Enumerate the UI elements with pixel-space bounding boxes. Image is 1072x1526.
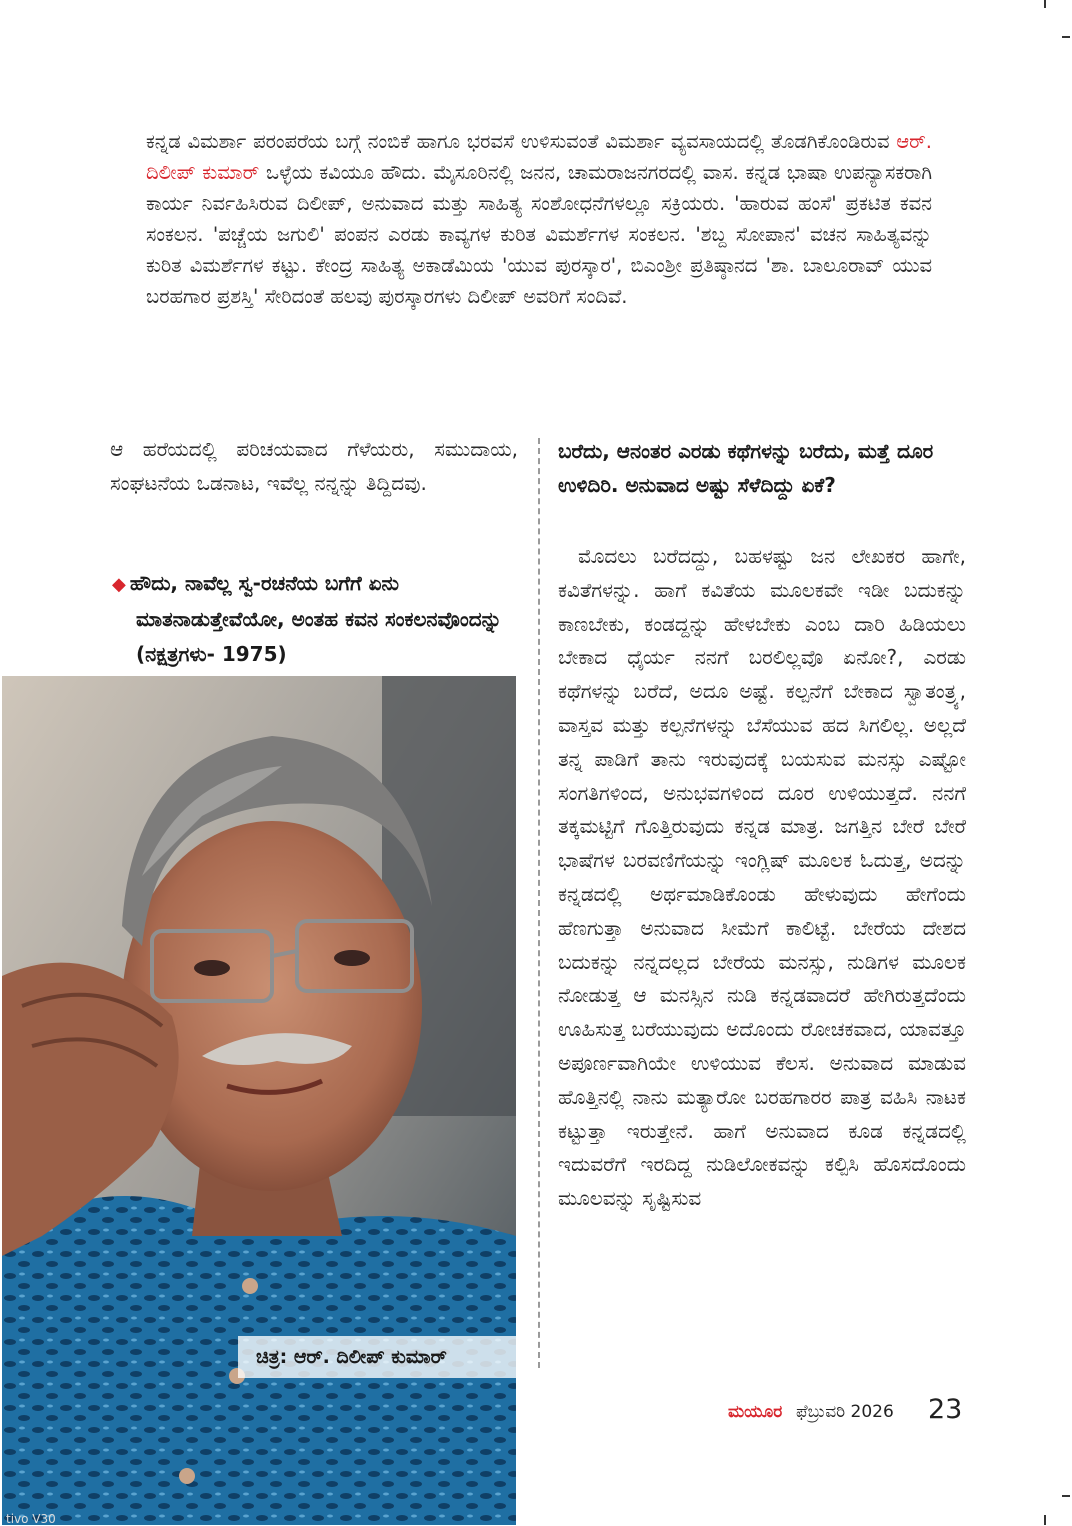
crop-mark-right-bottom xyxy=(1062,1495,1070,1497)
crop-mark-right-top xyxy=(1062,36,1070,38)
crop-mark-bottom xyxy=(1044,1515,1046,1525)
interview-answer: ಮೊದಲು ಬರೆದದ್ದು, ಬಹಳಷ್ಟು ಜನ ಲೇಖಕರ ಹಾಗೇ, ಕವಿತೆಗಳನ್ನು. ಹಾಗೆ ಕವಿತೆಯ ಮೂಲಕವೇ ಇಡೀ ಬದುಕನ್ನು ಕಾಣಬೇಕು, ಕಂಡದ್ದನ್ನು ಹೇಳಬೇಕು ಎಂಬ ದಾರಿ ಹಿಡಿಯಲು ಬೇಕಾದ ಧೈರ್ಯ ನನಗೆ ಬರಲಿಲ್ಲವೊ ಏನೋ?, ಎರಡು ಕಥೆಗಳನ್ನು ಬರೆದೆ, ಅದೂ ಅಷ್ಟೆ. ಕಲ್ಪನೆಗೆ ಬೇಕಾದ ಸ್ವಾತಂತ್ರ್ಯ, ವಾಸ್ತವ ಮತ್ತು ಕಲ್ಪನೆಗಳನ್ನು ಬೆಸೆಯುವ ಹದ ಸಿಗಲಿಲ್ಲ. ಅಲ್ಲದೆ ತನ್ನ ಪಾಡಿಗೆ ತಾನು ಇರುವುದಕ್ಕೆ ಬಯಸುವ ಮನಸ್ಸು ಎಷ್ಟೋ ಸಂಗತಿಗಳಿಂದ, ಅನುಭವಗಳಿಂದ ದೂರ ಉಳಿಯುತ್ತದೆ. ನನಗೆ ತಕ್ಕಮಟ್ಟಿಗೆ ಗೊತ್ತಿರುವುದು ಕನ್ನಡ ಮಾತ್ರ. ಜಗತ್ತಿನ ಬೇರೆ ಬೇರೆ ಭಾಷೆಗಳ ಬರವಣಿಗೆಯನ್ನು ಇಂಗ್ಲಿಷ್ ಮೂಲಕ ಓದುತ್ತ, ಅದನ್ನು ಕನ್ನಡದಲ್ಲಿ ಅರ್ಥಮಾಡಿಕೊಂಡು ಹೇಳುವುದು ಹೇಗೆಂದು ಹೆಣಗುತ್ತಾ ಅನುವಾದ ಸೀಮೆಗೆ ಕಾಲಿಟ್ಟೆ. ಬೇರೆಯ ದೇಶದ ಬದುಕನ್ನು ನನ್ನದಲ್ಲದ ಬೇರೆಯ ಮನಸ್ಸು, ನುಡಿಗಳ ಮೂಲಕ ನೋಡುತ್ತ ಆ ಮನಸ್ಸಿನ ನುಡಿ ಕನ್ನಡವಾದರೆ ಹೇಗಿರುತ್ತದೆಂದು ಊಹಿಸುತ್ತ ಬರೆಯುವುದು ಅದೊಂದು ರೋಚಕವಾದ, ಯಾವತ್ತೂ ಅಪೂರ್ಣವಾಗಿಯೇ ಉಳಿಯುವ ಕೆಲಸ. ಅನುವಾದ ಮಾಡುವ ಹೊತ್ತಿನಲ್ಲಿ ನಾನು ಮತ್ಯಾರೋ ಬರಹಗಾರರ ಪಾತ್ರ ವಹಿಸಿ ನಾಟಕ ಕಟ್ಟುತ್ತಾ ಇರುತ್ತೇನೆ. ಹಾಗೆ ಅನುವಾದ ಕೂಡ ಕನ್ನಡದಲ್ಲಿ ಇದುವರೆಗೆ ಇರದಿದ್ದ ನುಡಿಲೋಕವನ್ನು ಕಲ್ಪಿಸಿ ಹೊಸದೊಂದು ಮೂಲವನ್ನು ಸೃಷ್ಟಿಸುವ xyxy=(558,544,966,1211)
column-divider xyxy=(538,438,540,1368)
diamond-bullet-icon: ◆ xyxy=(112,574,126,595)
device-watermark: tivo V30 xyxy=(6,1512,56,1526)
left-paragraph: ಆ ಹರೆಯದಲ್ಲಿ ಪರಿಚಯವಾದ ಗೆಳೆಯರು, ಸಮುದಾಯ, ಸಂಘಟನೆಯ ಒಡನಾಟ, ಇವೆಲ್ಲ ನನ್ನನ್ನು ತಿದ್ದಿದವು. xyxy=(110,437,518,495)
interview-question-continued: ಬರೆದು, ಆನಂತರ ಎರಡು ಕಥೆಗಳನ್ನು ಬರೆದು, ಮತ್ತೆ ದೂರ ಉಳಿದಿರಿ. ಅನುವಾದ ಅಷ್ಟು ಸೆಳೆದಿದ್ದು ಏಕೆ? xyxy=(558,439,934,497)
question-text-first: ಹೌದು, ನಾವೆಲ್ಲ ಸ್ವ-ರಚನೆಯ ಬಗೆಗೆ ಏನು xyxy=(129,571,399,595)
portrait-illustration xyxy=(2,676,516,1525)
interview-question xyxy=(112,566,507,672)
page-footer xyxy=(728,1392,968,1432)
magazine-logo: ಮಯೂರ xyxy=(728,1402,783,1422)
photo-credit: ಚಿತ್ರ: ಆರ್. ದಿಲೀಪ್ ಕುಮಾರ್ xyxy=(238,1336,516,1378)
author-name: ಆರ್. ದಿಲೀಪ್ ಕುಮಾರ್ xyxy=(146,130,932,184)
crop-mark-top xyxy=(1044,0,1046,8)
author-photo xyxy=(2,676,516,1525)
question-text-rest: ಮಾತನಾಡುತ್ತೇವೆಯೋ, ಅಂತಹ ಕವನ ಸಂಕಲನವೊಂದನ್ನು (ನಕ್ಷತ್ರಗಳು- 1975) xyxy=(136,607,502,666)
author-intro: ಕನ್ನಡ ವಿಮರ್ಶಾ ಪರಂಪರೆಯ ಬಗ್ಗೆ ನಂಬಿಕೆ ಹಾಗೂ ಭರವಸೆ ಉಳಿಸುವಂತೆ ವಿಮರ್ಶಾ ವ್ಯವಸಾಯದಲ್ಲಿ ತೊಡಗಿಕೊಂಡಿರುವ ಆರ್. ದಿಲೀಪ್ ಕುಮಾರ್ ಒಳ್ಳೆಯ ಕವಿಯೂ ಹೌದು. ಮೈಸೂರಿನಲ್ಲಿ ಜನನ, ಚಾಮರಾಜನಗರದಲ್ಲಿ ವಾಸ. ಕನ್ನಡ ಭಾಷಾ ಉಪನ್ಯಾಸಕರಾಗಿ ಕಾರ್ಯ ನಿರ್ವಹಿಸಿರುವ ದಿಲೀಪ್, ಅನುವಾದ ಮತ್ತು ಸಾಹಿತ್ಯ ಸಂಶೋಧನೆಗಳಲ್ಲೂ ಸಕ್ರಿಯರು. 'ಹಾರುವ ಹಂಸೆ' ಪ್ರಕಟಿತ ಕವನ ಸಂಕಲನ. 'ಪಚ್ಚೆಯ ಜಗುಲಿ' ಪಂಪನ ಎರಡು ಕಾವ್ಯಗಳ ಕುರಿತ ವಿಮರ್ಶೆಗಳ ಸಂಕಲನ. 'ಶಬ್ದ ಸೋಪಾನ' ವಚನ ಸಾಹಿತ್ಯವನ್ನು ಕುರಿತ ವಿಮರ್ಶೆಗಳ ಕಟ್ಟು. ಕೇಂದ್ರ ಸಾಹಿತ್ಯ ಅಕಾಡೆಮಿಯ 'ಯುವ ಪುರಸ್ಕಾರ', ಬಿಎಂಶ್ರೀ ಪ್ರತಿಷ್ಠಾನದ 'ಶಾ. ಬಾಲೂರಾವ್ ಯುವ ಬರಹಗಾರ ಪ್ರಶಸ್ತಿ' ಸೇರಿದಂತೆ ಹಲವು ಪುರಸ್ಕಾರಗಳು ದಿಲೀಪ್ ಅವರಿಗೆ ಸಂದಿವೆ. xyxy=(146,130,932,308)
page-number: 23 xyxy=(928,1394,963,1425)
issue-date: ಫೆಬ್ರುವರಿ 2026 xyxy=(796,1402,894,1422)
